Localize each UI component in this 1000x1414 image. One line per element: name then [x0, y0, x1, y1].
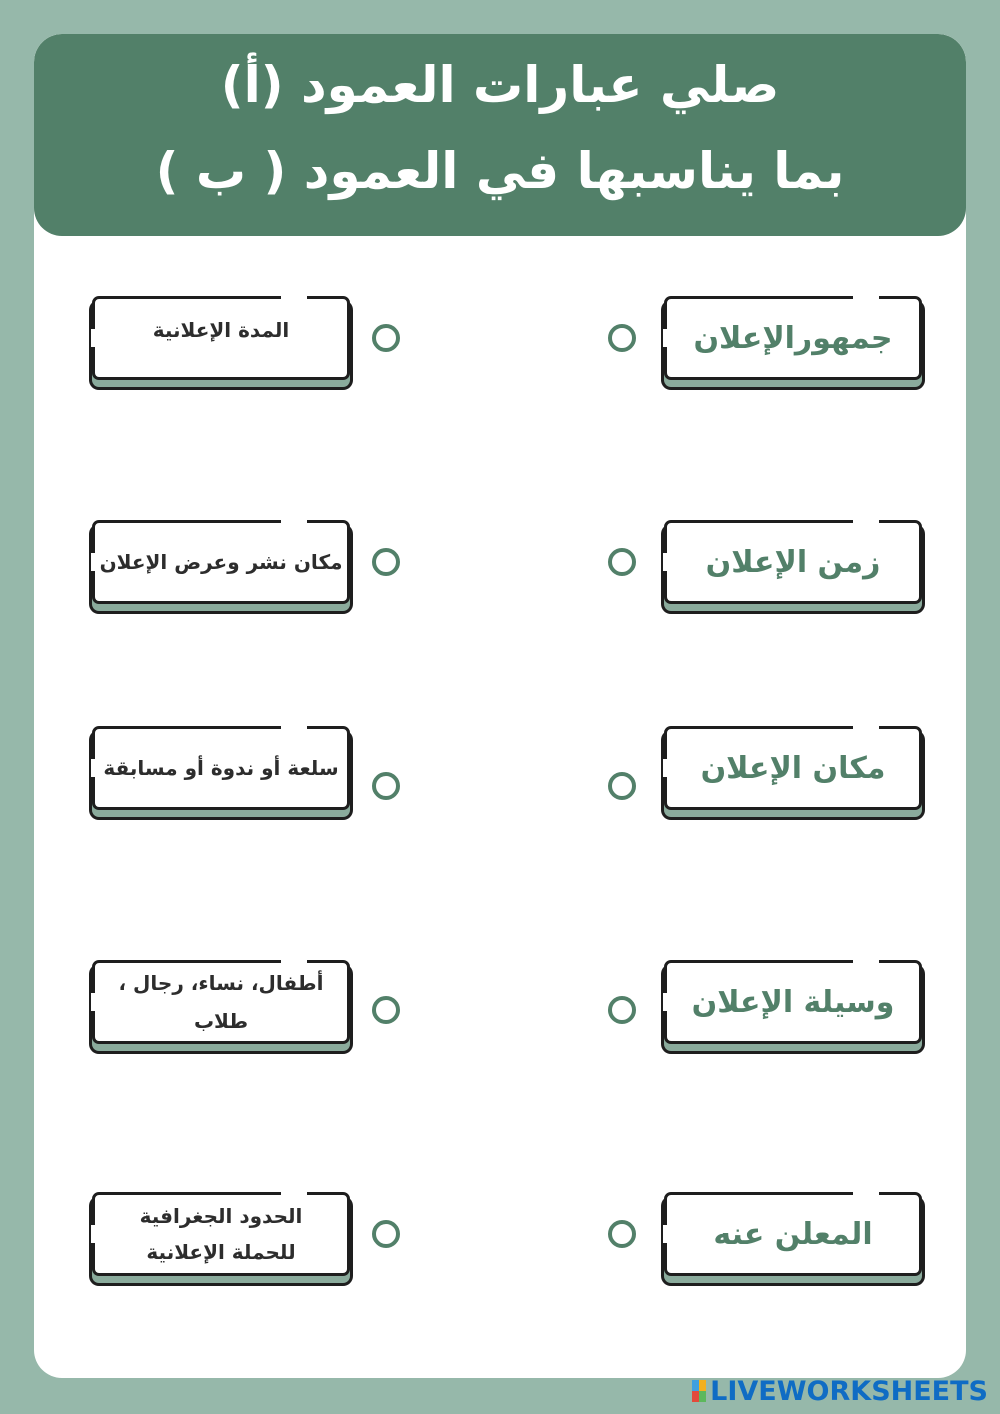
worksheet-sheet — [34, 34, 966, 1378]
column-b-connector-1[interactable] — [372, 324, 400, 352]
column-a-item-5[interactable] — [664, 1192, 922, 1276]
column-b-item-label: المدة الإعلانية — [152, 318, 290, 342]
liveworksheets-logo-icon — [692, 1380, 706, 1402]
column-b-item-label: مكان نشر وعرض الإعلان — [99, 550, 343, 574]
header-title-line-1: صلي عبارات العمود (أ) — [220, 56, 780, 114]
column-a-item-label: جمهورالإعلان — [693, 320, 893, 356]
header-title-line-2: بما يناسبها في العمود ( ب ) — [155, 142, 845, 200]
column-a-item-1[interactable] — [664, 296, 922, 380]
column-b-item-5[interactable] — [92, 1192, 350, 1276]
column-a-item-label: مكان الإعلان — [700, 750, 886, 786]
column-a-item-4[interactable] — [664, 960, 922, 1044]
column-a-connector-4[interactable] — [608, 996, 636, 1024]
column-b-item-1[interactable] — [92, 296, 350, 380]
column-b-connector-4[interactable] — [372, 996, 400, 1024]
column-a-connector-3[interactable] — [608, 772, 636, 800]
column-b-item-label: أطفال، نساء، رجال ، طلاب — [118, 971, 324, 1033]
column-b-item-label: سلعة أو ندوة أو مسابقة — [103, 756, 339, 780]
column-b-item-2[interactable] — [92, 520, 350, 604]
column-a-connector-1[interactable] — [608, 324, 636, 352]
column-b-connector-2[interactable] — [372, 548, 400, 576]
column-a-item-label: زمن الإعلان — [705, 544, 881, 580]
column-b-item-3[interactable] — [92, 726, 350, 810]
column-a-item-2[interactable] — [664, 520, 922, 604]
brand-name: LIVEWORKSHEETS — [710, 1375, 988, 1407]
column-a-item-label: المعلن عنه — [713, 1216, 873, 1252]
column-b-item-4[interactable] — [92, 960, 350, 1044]
column-a-connector-5[interactable] — [608, 1220, 636, 1248]
column-b-connector-3[interactable] — [372, 772, 400, 800]
column-a-connector-2[interactable] — [608, 548, 636, 576]
column-a-item-label: وسيلة الإعلان — [691, 984, 895, 1020]
worksheet-header — [34, 34, 966, 236]
column-b-connector-5[interactable] — [372, 1220, 400, 1248]
column-a-item-3[interactable] — [664, 726, 922, 810]
liveworksheets-watermark — [692, 1376, 988, 1406]
column-b-item-label: الحدود الجغرافية للحملة الإعلانية — [139, 1204, 303, 1264]
